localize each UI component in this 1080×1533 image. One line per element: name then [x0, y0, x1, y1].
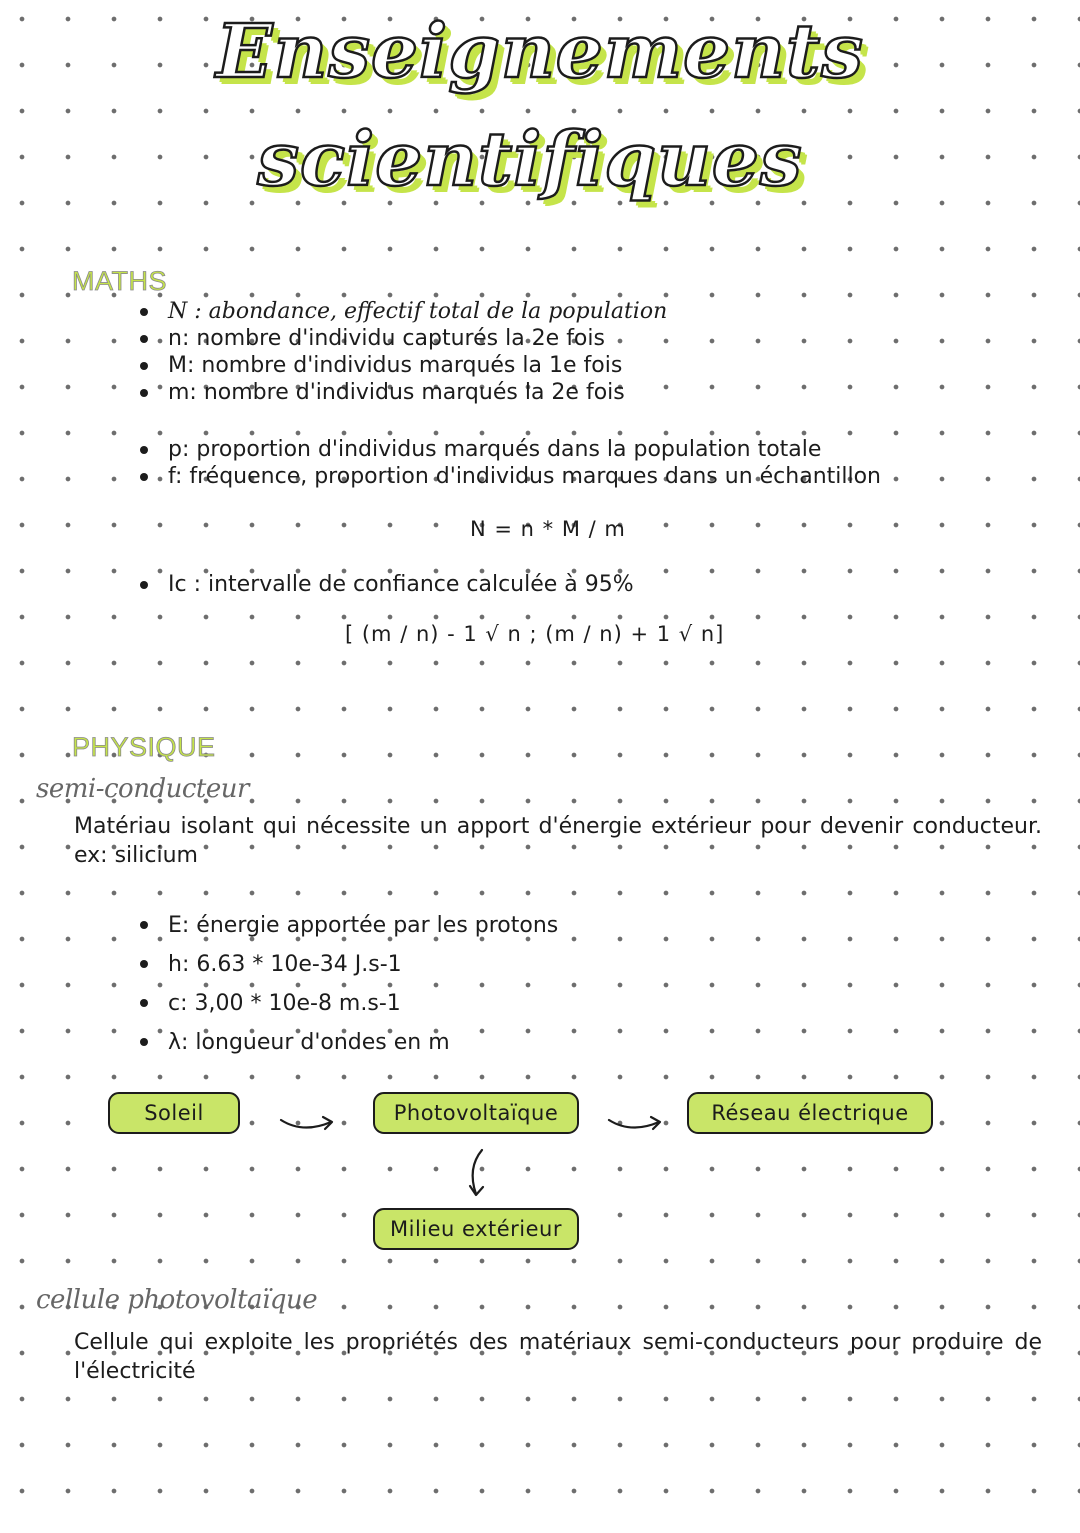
semi-conducteur-definition: Matériau isolant qui nécessite un apport d'énergie extérieur pour devenir conducteur. ex: silicium: [74, 814, 1042, 868]
arrow-photovoltaique-to-milieu: [462, 1146, 492, 1202]
milieu-exterieur-box: Milieu extérieur: [373, 1208, 579, 1250]
cellule-photovoltaique-definition: Cellule qui exploite les propriétés des matériaux semi-conducteurs pour produire de l'électricité: [74, 1330, 1042, 1384]
list-item: M: nombre d'individus marqués la 1e fois: [140, 352, 667, 379]
reseau-electrique-box: Réseau électrique: [687, 1092, 933, 1134]
photovoltaique-box: Photovoltaïque: [373, 1092, 579, 1134]
list-item: m: nombre d'individus marqués la 2e fois: [140, 379, 667, 406]
maths-proportion-list: [140, 436, 881, 490]
abundance-formula: N = n * M / m: [470, 517, 626, 541]
list-item: N : abondance, effectif total de la population: [140, 298, 667, 325]
soleil-box: Soleil: [108, 1092, 240, 1134]
arrow-soleil-to-photovoltaique: [278, 1108, 338, 1138]
list-item: Ic : intervalle de confiance calculée à 95%: [140, 571, 634, 598]
page-title-line1: Enseignements: [216, 9, 864, 95]
cellule-photovoltaique-heading: cellule photovoltaïque: [36, 1285, 318, 1315]
maths-heading: MATHS: [72, 266, 167, 296]
list-item: E: énergie apportée par les protons: [140, 906, 558, 945]
page-title-line2: scientifiques: [257, 117, 803, 203]
arrow-photovoltaique-to-reseau: [606, 1108, 666, 1138]
confidence-interval-formula: [ (m / n) - 1 √ n ; (m / n) + 1 √ n]: [345, 622, 725, 646]
list-item: λ: longueur d'ondes en m: [140, 1023, 558, 1062]
list-item: c: 3,00 * 10e-8 m.s-1: [140, 984, 558, 1023]
list-item: h: 6.63 * 10e-34 J.s-1: [140, 945, 558, 984]
maths-definitions-list: [140, 298, 667, 406]
list-item: p: proportion d'individus marqués dans la population totale: [140, 436, 881, 463]
maths-confidence-list: [140, 571, 634, 598]
physique-heading: PHYSIQUE: [72, 732, 216, 762]
list-item: n: nombre d'individu capturés la 2e fois: [140, 325, 667, 352]
semi-conducteur-heading: semi-conducteur: [36, 774, 249, 804]
physique-variables-list: [140, 906, 558, 1062]
list-item: f: fréquence, proportion d'individus marques dans un échantillon: [140, 463, 881, 490]
